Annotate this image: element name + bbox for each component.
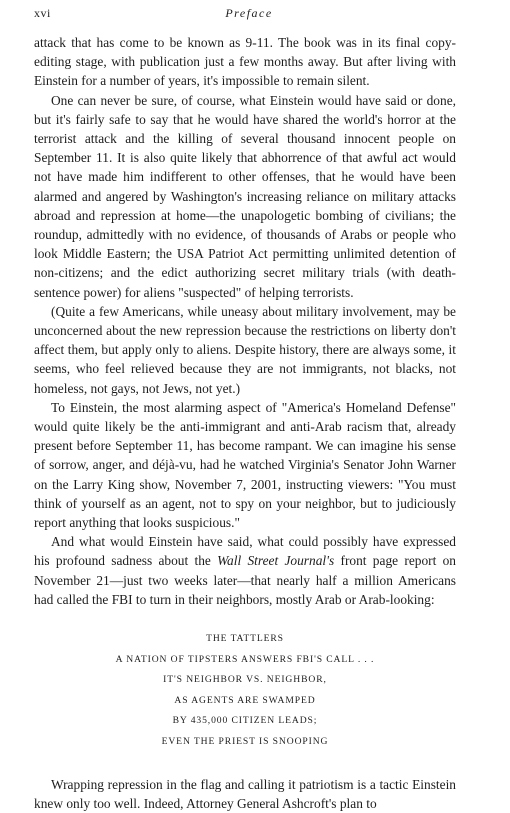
paragraph-6: Wrapping repression in the flag and calling it patriotism is a tactic Einstein knew only too well. Indeed, Attorney General Ashcroft's plan to xyxy=(34,776,456,811)
paragraph-5 xyxy=(34,532,456,609)
headline-line: EVEN THE PRIEST IS SNOOPING xyxy=(161,736,329,748)
page-number: xvi xyxy=(34,6,51,20)
running-title: Preface xyxy=(225,6,273,20)
body-text xyxy=(34,33,456,813)
paragraph-4: To Einstein, the most alarming aspect of "America's Homeland Defense" would quite likely be the anti-immigrant and anti-Arab racism that, already present before September 11, has become rampant. We can imagine his sense of sorrow, anger, and déjà-vu, had he watched Virginia's Senator John Warner on the Larry King show, November 7, 2001, instructing viewers: "You must think of yourself as an agent, not to spy on your neighbor, but to judiciously report anything that looks suspicious." xyxy=(34,399,456,531)
newspaper-headlines xyxy=(34,629,456,753)
headline-line: BY 435,000 CITIZEN LEADS; xyxy=(172,715,318,727)
paragraph-5-end: front page report on November 21—just two weeks later—that nearly half a million Americans had called the FBI to turn in their neighbors, mostly Arab or Arab-looking: xyxy=(34,553,456,607)
paragraph-1: attack that has come to be known as 9-11. The book was in its final copy-editing stage, with publication just a few months away. But after living with Einstein for a number of years, it's impossible to remain silent. xyxy=(34,35,456,89)
headline-line: THE TATTLERS xyxy=(206,633,284,645)
headline-line: A NATION OF TIPSTERS ANSWERS FBI'S CALL . . . xyxy=(115,653,375,665)
running-head xyxy=(34,6,464,24)
newspaper-title: Wall Street Journal's xyxy=(217,553,335,569)
paragraph-5-start: And what would Einstein have said, what could possibly have expressed his profound sadness about the xyxy=(34,534,456,569)
headline-line: AS AGENTS ARE SWAMPED xyxy=(174,694,316,706)
paragraph-2: One can never be sure, of course, what Einstein would have said or done, but it's fairly safe to say that he would have shared the world's horror at the terrorist attack and the killing of several thousand innocent people on September 11. It is also quite likely that abhorrence of that awful act would not have made him indifferent to other offenses, that he would have been alarmed and angered by Washington's increasing reliance on military attacks abroad and repression at home—the unapologetic bombing of civilians; the roundup, admittedly with no evidence, of thousands of Arabs or people who look Middle Eastern; the USA Patriot Act permitting unlimited detention of non-citizens; and the edict authorizing secret military trials (with death-sentence power) for aliens "suspected" of helping terrorists. xyxy=(34,92,456,300)
paragraph-3: (Quite a few Americans, while uneasy about military involvement, may be unconcerned about the new repression because the restrictions on liberty don't affect them, but apply only to aliens. Despite history, there are always some, it seems, who feel relieved because they are not immigrants, not blacks, not homeless, not gays, not Jews, not yet.) xyxy=(34,303,456,396)
headline-line: IT'S NEIGHBOR VS. NEIGHBOR, xyxy=(163,674,327,686)
